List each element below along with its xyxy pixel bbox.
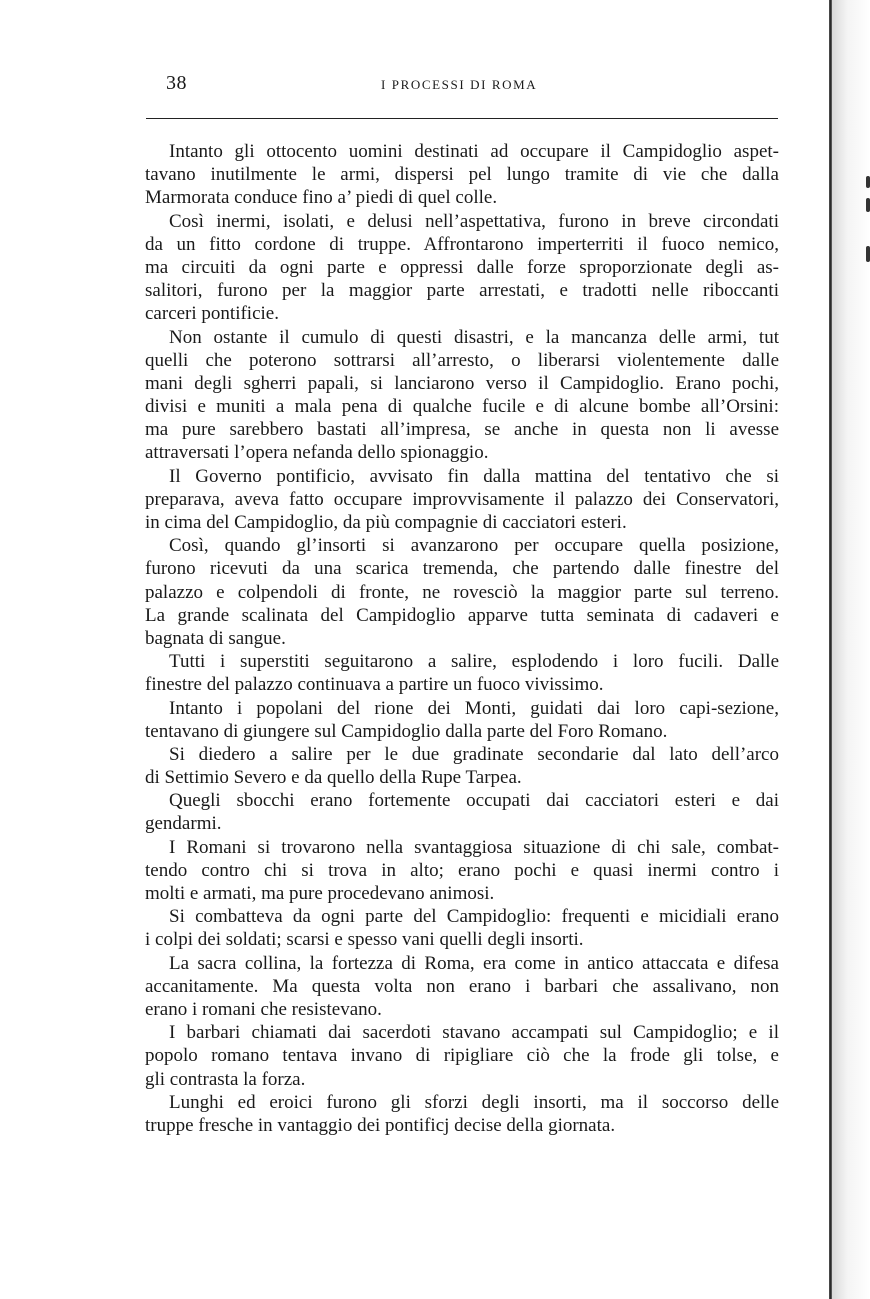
paragraph bbox=[145, 650, 779, 696]
page-header bbox=[166, 72, 778, 102]
text-line: quelli che poterono sottrarsi all’arresto, o liberarsi violentemente dalle bbox=[145, 349, 779, 371]
paragraph bbox=[145, 326, 779, 465]
margin-mark bbox=[866, 198, 870, 212]
paragraph bbox=[145, 465, 779, 535]
paragraph bbox=[145, 140, 779, 210]
text-line: palazzo e colpendoli di fronte, ne rovesciò la maggior parte sul terreno. bbox=[145, 581, 779, 603]
margin-mark bbox=[866, 246, 870, 262]
text-line: La grande scalinata del Campidoglio apparve tutta seminata di cadaveri e bbox=[145, 604, 779, 626]
text-line: truppe fresche in vantaggio dei pontificj decise della giornata. bbox=[145, 1114, 616, 1136]
paragraph bbox=[145, 743, 779, 789]
text-line: popolo romano tentava invano di ripigliare ciò che la frode gli tolse, e bbox=[145, 1045, 779, 1067]
text-line: da un fitto cordone di truppe. Affrontarono imperterriti il fuoco nemico, bbox=[145, 233, 779, 255]
page-binding-shadow bbox=[832, 0, 870, 1299]
text-line: finestre del palazzo continuava a partire un fuoco vivissimo. bbox=[145, 674, 604, 696]
text-line: bagnata di sangue. bbox=[145, 627, 286, 649]
paragraph bbox=[145, 210, 779, 326]
paragraph bbox=[145, 905, 779, 951]
text-line: divisi e muniti a mala pena di qualche fucile e di alcune bombe all’Orsini: bbox=[145, 396, 779, 418]
page-edge-line bbox=[829, 0, 832, 1299]
text-line: di Settimio Severo e da quello della Rupe Tarpea. bbox=[145, 767, 522, 789]
text-line: La sacra collina, la fortezza di Roma, era come in antico attaccata e difesa bbox=[169, 952, 779, 974]
text-line: tavano inutilmente le armi, dispersi pel lungo tramite di vie che dalla bbox=[145, 164, 779, 186]
text-line: salitori, furono per la maggior parte arrestati, e tradotti nelle riboccanti bbox=[145, 280, 779, 302]
paragraph bbox=[145, 534, 779, 650]
text-line: ma circuiti da ogni parte e oppressi dalle forze sproporzionate degli as- bbox=[145, 256, 779, 278]
body-text bbox=[145, 140, 779, 1137]
text-line: furono ricevuti da una scarica tremenda, che partendo dalle finestre del bbox=[145, 558, 779, 580]
text-line: molti e armati, ma pure procedevano animosi. bbox=[145, 883, 495, 904]
text-line: mani degli sgherri papali, si lanciarono verso il Campidoglio. Erano pochi, bbox=[145, 372, 779, 394]
text-line: Marmorata conduce fino a’ piedi di quel colle. bbox=[145, 187, 498, 209]
text-line: Quegli sbocchi erano fortemente occupati dai cacciatori esteri e dai bbox=[169, 790, 779, 812]
text-line: Il Governo pontificio, avvisato fin dalla mattina del tentativo che si bbox=[169, 465, 779, 487]
paragraph bbox=[145, 836, 779, 906]
text-line: Non ostante il cumulo di questi disastri, e la mancanza delle armi, tut bbox=[169, 326, 779, 348]
text-line: gli contrasta la forza. bbox=[145, 1068, 306, 1090]
text-line: Tutti i superstiti seguitarono a salire, esplodendo i loro fucili. Dalle bbox=[169, 651, 779, 673]
text-line: Si diedero a salire per le due gradinate secondarie dal lato dell’arco bbox=[169, 743, 779, 765]
text-line: tentavano di giungere sul Campidoglio dalla parte del Foro Romano. bbox=[145, 720, 668, 742]
text-line: erano i romani che resistevano. bbox=[145, 998, 382, 1020]
text-line: I barbari chiamati dai sacerdoti stavano accampati sul Campidoglio; e il bbox=[169, 1022, 779, 1044]
text-line: accanitamente. Ma questa volta non erano i barbari che assalivano, non bbox=[145, 975, 779, 997]
margin-mark bbox=[866, 176, 870, 188]
text-line: attraversati l’opera nefanda dello spionaggio. bbox=[145, 442, 489, 464]
text-line: Lunghi ed eroici furono gli sforzi degli insorti, ma il soccorso delle bbox=[169, 1091, 779, 1113]
header-rule bbox=[146, 118, 778, 119]
text-line: ma pure sarebbero bastati all’impresa, se anche in questa non li avesse bbox=[145, 419, 779, 441]
text-line: Intanto i popolani del rione dei Monti, guidati dai loro capi-sezione, bbox=[169, 697, 779, 719]
page-number: 38 bbox=[166, 72, 187, 94]
text-line: tendo contro chi si trova in alto; erano pochi e quasi inermi contro i bbox=[145, 859, 779, 881]
text-line: I Romani si trovarono nella svantaggiosa situazione di chi sale, combat- bbox=[169, 836, 779, 858]
text-line: in cima del Campidoglio, da più compagnie di cacciatori esteri. bbox=[145, 512, 627, 533]
text-line: gendarmi. bbox=[145, 813, 222, 835]
text-line: Così, quando gl’insorti si avanzarono per occupare quella posizione, bbox=[169, 535, 779, 557]
paragraph bbox=[145, 952, 779, 1022]
paragraph bbox=[145, 1091, 779, 1137]
paragraph bbox=[145, 789, 779, 835]
running-title: I PROCESSI DI ROMA bbox=[381, 77, 538, 92]
text-line: preparava, aveva fatto occupare improvvisamente il palazzo dei Conservatori, bbox=[145, 488, 779, 510]
paragraph bbox=[145, 1021, 779, 1091]
paragraph bbox=[145, 697, 779, 743]
text-line: Si combatteva da ogni parte del Campidoglio: frequenti e micidiali erano bbox=[169, 906, 779, 928]
text-line: Così inermi, isolati, e delusi nell’aspettativa, furono in breve circondati bbox=[169, 210, 779, 232]
text-line: carceri pontificie. bbox=[145, 303, 279, 325]
text-line: i colpi dei soldati; scarsi e spesso vani quelli degli insorti. bbox=[145, 929, 584, 951]
text-line: Intanto gli ottocento uomini destinati ad occupare il Campidoglio aspet- bbox=[169, 141, 779, 162]
